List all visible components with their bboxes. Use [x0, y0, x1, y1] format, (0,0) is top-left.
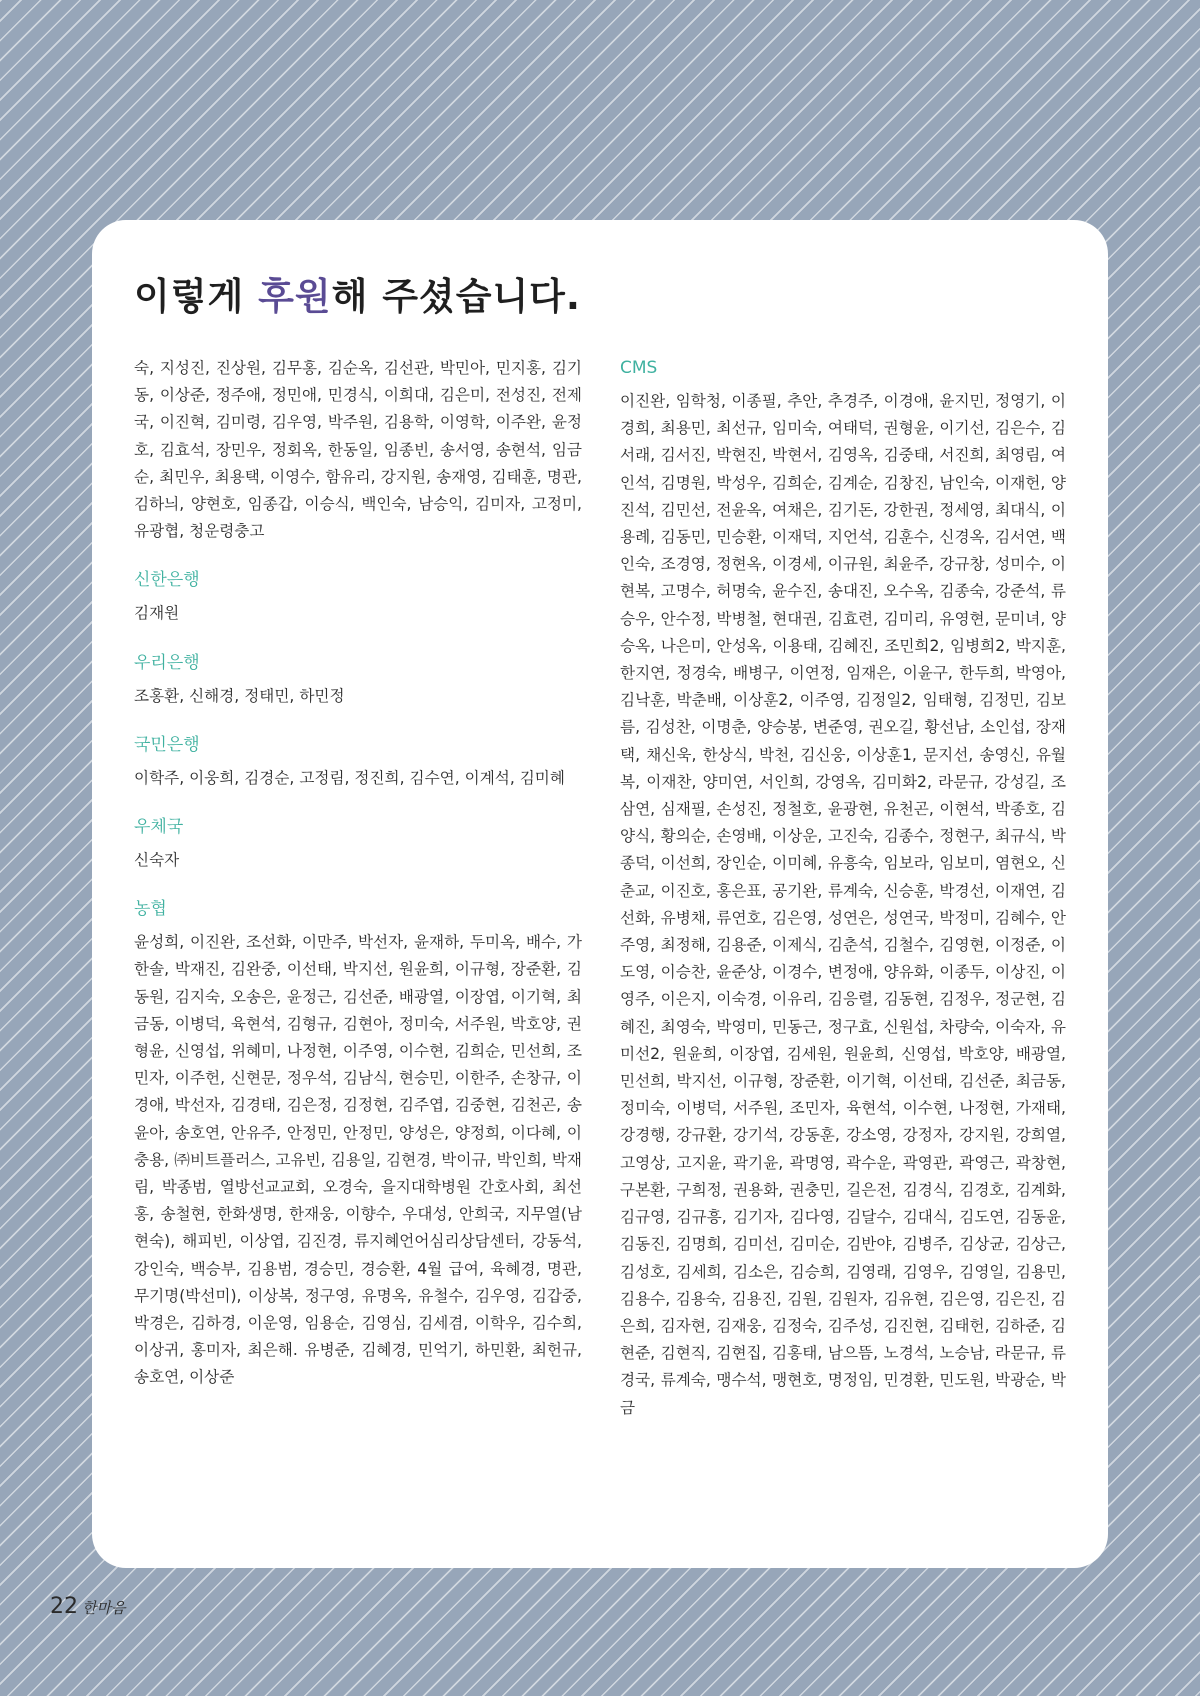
section-heading: 농협: [134, 899, 167, 920]
donor-names: 김재원: [134, 604, 180, 623]
donor-list-intro: [134, 355, 582, 545]
left-column: [134, 355, 582, 1414]
donor-section-nonghyup: [134, 896, 582, 1391]
title-highlight: 후원: [258, 275, 332, 318]
donor-section-cms: [620, 355, 1066, 1422]
magazine-name: 한마음: [82, 1599, 126, 1617]
donor-names: 이진완, 임학청, 이종필, 추안, 추경주, 이경애, 윤지민, 정영기, 이경희, 최용민, 최선규, 임미숙, 여태덕, 권형윤, 이기선, 김은수, 김서래, 김서진, 박현진, 박현서, 김영옥, 김중태, 서진희, 최영림, 여인석, 김명원, 박성우, 김희순, 김계순, 김창진, 남인숙, 이재헌, 양진석, 김민선, 전윤옥, 여채은, 김기돈, 강한권, 정세영, 최대식, 이용례, 김동민, 민승환, 이재덕, 지언석, 김훈수, 신경옥, 김서연, 백인숙, 조경영, 정현옥, 이경세, 이규원, 최윤주, 강규창, 성미수, 이현복, 고명수, 허명숙, 윤수진, 송대진, 오수옥, 김종숙, 강준석, 류승우, 안수정, 박병철, 현대권, 김효련, 김미리, 유영현, 문미녀, 양승옥, 나은미, 안성옥, 이용태, 김혜진, 조민희2, 임병희2, 박지훈, 한지연, 정경숙, 배병구, 이연정, 임재은, 이윤구, 한두희, 박영아, 김낙훈, 박춘배, 이상훈2, 이주영, 김정일2, 임태형, 김정민, 김보름, 김성찬, 이명춘, 양승봉, 변준영, 권오길, 황선남, 소인섭, 장재택, 채신욱, 한상식, 박천, 김신웅, 이상훈1, 문지선, 송영신, 유월복, 이재찬, 양미연, 서인희, 강영옥, 김미화2, 라문규, 강성길, 조삼연, 심재필, 손성진, 정철호, 윤광현, 유천곤, 이현석, 박종호, 김양식, 황의순, 손영배, 이상운, 고진숙, 김종수, 정현구, 최규식, 박종덕, 이선희, 장인순, 이미혜, 유흥숙, 임보라, 임보미, 염현오, 신춘교, 이진호, 홍은표, 공기완, 류계숙, 신승훈, 박경선, 이재연, 김선화, 유병채, 류연호, 김은영, 성연은, 성연국, 박정미, 김혜수, 안주영, 최정해, 김용준, 이제식, 김춘석, 김철수, 김영현, 이정준, 이도영, 이승찬, 윤준상, 이경수, 변정애, 양유화, 이종두, 이상진, 이영주, 이은지, 이숙경, 이유리, 김응렬, 김동현, 김정우, 정군현, 김혜진, 최영숙, 박영미, 민동근, 정구효, 신원섭, 차량숙, 이숙자, 유미선2, 원윤희, 이장엽, 김세원, 원윤희, 신영섭, 박호양, 배광열, 민선희, 박지선, 이규형, 장준환, 이기혁, 이선태, 김선준, 최금동, 정미숙, 이병덕, 서주원, 조민자, 육현석, 이수현, 나정현, 가재태, 강경행, 강규환, 강기석, 강동훈, 강소영, 강정자, 강지원, 강희열, 고영상, 고지윤, 곽기윤, 곽명영, 곽수운, 곽영관, 곽영근, 곽창현, 구본환, 구희정, 권용화, 권충민, 길은전, 김경식, 김경호, 김계화, 김규영, 김규흥, 김기자, 김다영, 김달수, 김대식, 김도연, 김동윤, 김동진, 김명희, 김미선, 김미순, 김반야, 김병주, 김상균, 김상근, 김성호, 김세희, 김소은, 김승희, 김영래, 김영우, 김영일, 김용민, 김용수, 김용숙, 김용진, 김원, 김원자, 김유현, 김은영, 김은진, 김은희, 김자현, 김재웅, 김정숙, 김주성, 김진현, 김태헌, 김하준, 김현준, 김현직, 김현집, 김홍태, 남으뜸, 노경석, 노승남, 라문규, 류경국, 류계숙, 맹수석, 맹현호, 명정임, 민경환, 민도원, 박광순, 박금: [620, 392, 1066, 1417]
section-heading: 국민은행: [134, 734, 200, 755]
page-footer: [50, 1594, 125, 1619]
donor-names: 숙, 지성진, 진상원, 김무홍, 김순옥, 김선관, 박민아, 민지홍, 김기동, 이상준, 정주애, 정민애, 민경식, 이희대, 김은미, 전성진, 전제국, 이진혁, 김미령, 김우영, 박주원, 김용학, 이영학, 이주완, 윤정호, 김효석, 장민우, 정회옥, 한동일, 임종빈, 송서영, 송현석, 임금순, 최민우, 최용택, 이영수, 함유리, 강지원, 송재영, 김태훈, 명관, 김하늬, 양현호, 임종갑, 이승식, 백인숙, 남승익, 김미자, 고정미, 유광협, 청운령충고: [134, 359, 582, 541]
content-card: [92, 220, 1108, 1568]
donor-names: 이학주, 이웅희, 김경순, 고정림, 정진희, 김수연, 이계석, 김미혜: [134, 768, 565, 787]
section-heading: CMS: [620, 358, 658, 378]
donor-names: 신숙자: [134, 851, 180, 870]
section-heading: 신한은행: [134, 570, 200, 591]
donor-section-woori: [134, 650, 582, 710]
page-title: [134, 266, 581, 320]
page-number: 22: [50, 1594, 78, 1619]
title-text-after: 해 주셨습니다.: [331, 275, 581, 318]
right-column: [620, 355, 1066, 1444]
donor-section-kookmin: [134, 732, 582, 792]
section-heading: 우리은행: [134, 652, 200, 673]
donor-names: 윤성희, 이진완, 조선화, 이만주, 박선자, 윤재하, 두미옥, 배수, 가한솔, 박재진, 김완중, 이선태, 박지선, 원윤희, 이규형, 장준환, 김동원, 김지숙, 오송은, 윤정근, 김선준, 배광열, 이장엽, 이기혁, 최금동, 이병덕, 육현석, 김형규, 김현아, 정미숙, 서주원, 박호양, 권형윤, 신영섭, 위혜미, 나정현, 이주영, 이수현, 김희순, 민선희, 조민자, 이주헌, 신현문, 정우석, 김남식, 현승민, 이한주, 손창규, 이경애, 박선자, 김경태, 김은정, 김정현, 김주엽, 김중현, 김천곤, 송윤아, 송호연, 안유주, 안정민, 안정민, 양성은, 양정희, 이다혜, 이충용, ㈜비트플러스, 고유빈, 김용일, 김현경, 박이규, 박인희, 박재림, 박종범, 열방선교교회, 오경숙, 을지대학병원 간호사회, 최선홍, 송철현, 한화생명, 한재웅, 이향수, 우대성, 안희국, 지무열(남현숙), 해피빈, 이상엽, 김진경, 류지혜언어심리상담센터, 강동석, 강인숙, 백승부, 김용범, 경승민, 경승환, 4월 급여, 육혜경, 명관, 무기명(박선미), 이상복, 정구영, 유명옥, 유철수, 김우영, 김갑중, 박경은, 김하경, 이운영, 임용순, 김영심, 김세겸, 이학우, 김수희, 이상귀, 홍미자, 최은해. 유병준, 김혜경, 민억기, 하민환, 최헌규, 송호연, 이상준: [134, 933, 582, 1387]
donor-section-post-office: [134, 814, 582, 874]
donor-section-shinhan: [134, 567, 582, 627]
donor-names: 조홍환, 신해경, 정태민, 하민정: [134, 686, 345, 705]
section-heading: 우체국: [134, 817, 184, 838]
title-text-before: 이렇게: [134, 275, 259, 318]
